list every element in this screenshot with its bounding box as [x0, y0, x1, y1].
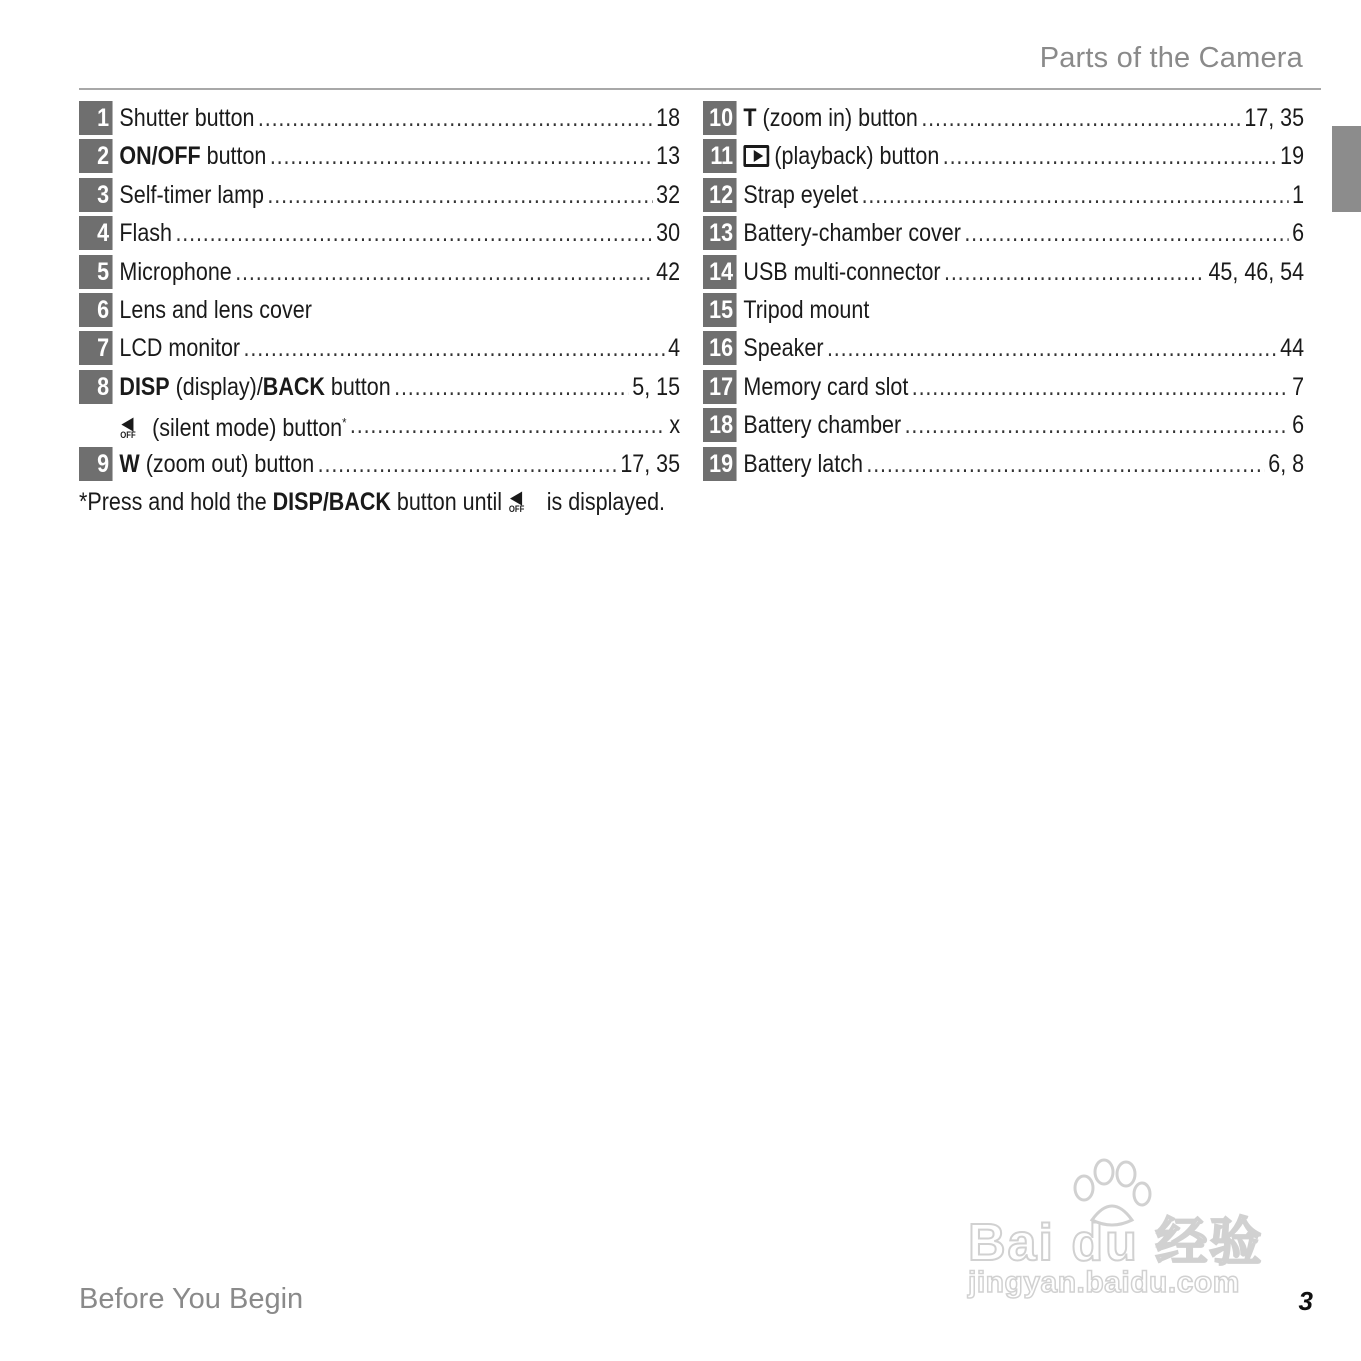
dot-leader — [350, 408, 666, 442]
parts-item-4 — [79, 216, 680, 250]
dot-leader — [905, 408, 1289, 442]
item-label-text: (playback) button — [774, 142, 940, 171]
baidu-watermark — [964, 1158, 1279, 1308]
dot-leader — [921, 101, 1241, 135]
footer-section-title: Before You Begin — [79, 1283, 304, 1315]
footnote-bold: DISP/BACK — [272, 487, 391, 516]
silent-mode-icon: ◀ OFF — [120, 413, 136, 440]
item-number: 4 — [79, 216, 113, 250]
item-label: Strap eyelet — [743, 180, 859, 209]
item-label: Memory card slot — [743, 372, 909, 401]
parts-item-18 — [703, 408, 1304, 442]
parts-item-19 — [703, 447, 1304, 481]
item-label: Battery chamber — [743, 411, 902, 440]
parts-item-3 — [79, 178, 680, 212]
item-label: Lens and lens cover — [119, 295, 312, 324]
dot-leader — [235, 255, 653, 289]
parts-item-8 — [79, 370, 680, 404]
item-page-ref: 45, 46, 54 — [1208, 257, 1305, 286]
item-label: Tripod mount — [743, 295, 870, 324]
parts-item-9 — [79, 447, 680, 481]
item-number: 7 — [79, 331, 113, 365]
parts-item-8-silent — [79, 408, 680, 442]
dot-leader — [944, 255, 1205, 289]
item-page-ref: 18 — [656, 104, 681, 132]
item-page-ref: 17, 35 — [620, 449, 681, 478]
dot-leader — [394, 370, 629, 404]
footnote — [79, 485, 680, 519]
item-label-rest: (zoom out) button — [139, 449, 315, 478]
item-label: Self-timer lamp — [119, 180, 264, 209]
item-label-rest: button — [324, 372, 391, 401]
item-label — [119, 370, 390, 404]
item-number: 18 — [703, 408, 737, 442]
item-label-bold-disp: DISP — [119, 372, 170, 401]
item-number: 1 — [79, 101, 113, 135]
silent-mode-icon: ◀ OFF — [508, 487, 525, 514]
item-page-ref: 44 — [1280, 334, 1305, 363]
header-divider — [79, 88, 1321, 90]
footnote-prefix: *Press and hold the — [79, 487, 273, 516]
parts-item-2 — [79, 139, 680, 173]
dot-leader — [827, 331, 1277, 365]
item-page-ref: 6, 8 — [1268, 449, 1305, 478]
item-page-ref: 32 — [656, 180, 681, 209]
item-number: 14 — [703, 255, 737, 289]
parts-list-left — [79, 101, 680, 519]
dot-leader — [270, 139, 653, 173]
page-number: 3 — [1298, 1286, 1313, 1316]
item-label — [119, 406, 346, 445]
dot-leader — [866, 447, 1264, 481]
item-number: 5 — [79, 255, 113, 289]
item-page-ref: 7 — [1292, 372, 1305, 401]
watermark-url: jingyan.baidu.com — [968, 1266, 1240, 1299]
item-label: Flash — [119, 219, 173, 248]
item-label-bold-back: BACK — [262, 372, 325, 401]
item-label: Battery-chamber cover — [743, 219, 961, 248]
page-header-title: Parts of the Camera — [1039, 42, 1303, 74]
item-label-mid: (display)/ — [169, 372, 263, 401]
item-number-empty — [79, 408, 113, 442]
item-number: 15 — [703, 293, 737, 327]
dot-leader — [258, 101, 653, 135]
parts-item-16 — [703, 331, 1304, 365]
item-page-ref: 30 — [656, 219, 681, 248]
item-page-ref: 6 — [1292, 219, 1305, 248]
item-page-ref: 5, 15 — [632, 372, 681, 401]
item-number: 12 — [703, 178, 737, 212]
parts-item-1 — [79, 101, 680, 135]
item-label: USB multi-connector — [743, 257, 941, 286]
item-number: 13 — [703, 216, 737, 250]
item-label-rest: (zoom in) button — [756, 104, 918, 132]
paw-logo-icon — [964, 1158, 1074, 1228]
section-side-tab — [1332, 126, 1361, 212]
item-number: 16 — [703, 331, 737, 365]
playback-icon — [743, 145, 769, 167]
item-label: LCD monitor — [119, 334, 241, 363]
dot-leader — [964, 216, 1288, 250]
item-page-ref: 42 — [656, 257, 681, 286]
footnote-marker: * — [342, 414, 347, 430]
item-label — [743, 139, 939, 173]
dot-leader — [943, 139, 1277, 173]
item-page-ref: x — [669, 411, 681, 440]
watermark-brand: Bai du 经验 — [968, 1214, 1264, 1272]
item-label: Speaker — [743, 334, 824, 363]
parts-item-15 — [703, 293, 1304, 327]
paw-print-icon — [1064, 1158, 1154, 1228]
parts-item-14 — [703, 255, 1304, 289]
item-page-ref: 17, 35 — [1244, 104, 1305, 132]
dot-leader — [267, 178, 652, 212]
item-number: 3 — [79, 178, 113, 212]
item-label: Microphone — [119, 257, 232, 286]
item-number: 6 — [79, 293, 113, 327]
item-label-bold: ON/OFF — [119, 142, 201, 171]
parts-item-7 — [79, 331, 680, 365]
item-number: 8 — [79, 370, 113, 404]
item-number: 11 — [703, 139, 737, 173]
item-label — [119, 139, 266, 173]
dot-leader — [912, 370, 1289, 404]
item-label: Shutter button — [119, 104, 255, 132]
item-number: 17 — [703, 370, 737, 404]
dot-leader — [244, 331, 665, 365]
item-label: Battery latch — [743, 449, 863, 478]
item-label — [119, 447, 314, 481]
item-label-rest: button — [200, 142, 267, 171]
item-label-bold: T — [743, 104, 757, 132]
item-number: 9 — [79, 447, 113, 481]
parts-item-6 — [79, 293, 680, 327]
item-label — [743, 101, 917, 135]
parts-item-10 — [703, 101, 1304, 135]
dot-leader — [175, 216, 652, 250]
parts-item-17 — [703, 370, 1304, 404]
item-page-ref: 13 — [656, 142, 681, 171]
parts-item-13 — [703, 216, 1304, 250]
parts-list-right — [703, 101, 1304, 485]
item-label-text: (silent mode) button — [152, 413, 343, 442]
item-number: 10 — [703, 101, 737, 135]
item-label-bold: W — [119, 449, 140, 478]
item-number: 2 — [79, 139, 113, 173]
item-page-ref: 4 — [668, 334, 681, 363]
dot-leader — [862, 178, 1289, 212]
dot-leader — [318, 447, 617, 481]
item-page-ref: 6 — [1292, 411, 1305, 440]
item-page-ref: 19 — [1280, 142, 1305, 171]
parts-item-11 — [703, 139, 1304, 173]
footnote-middle: button until — [390, 487, 509, 516]
item-number: 19 — [703, 447, 737, 481]
parts-item-12 — [703, 178, 1304, 212]
parts-item-5 — [79, 255, 680, 289]
footnote-suffix: is displayed. — [540, 487, 666, 516]
item-page-ref: 1 — [1292, 180, 1305, 209]
